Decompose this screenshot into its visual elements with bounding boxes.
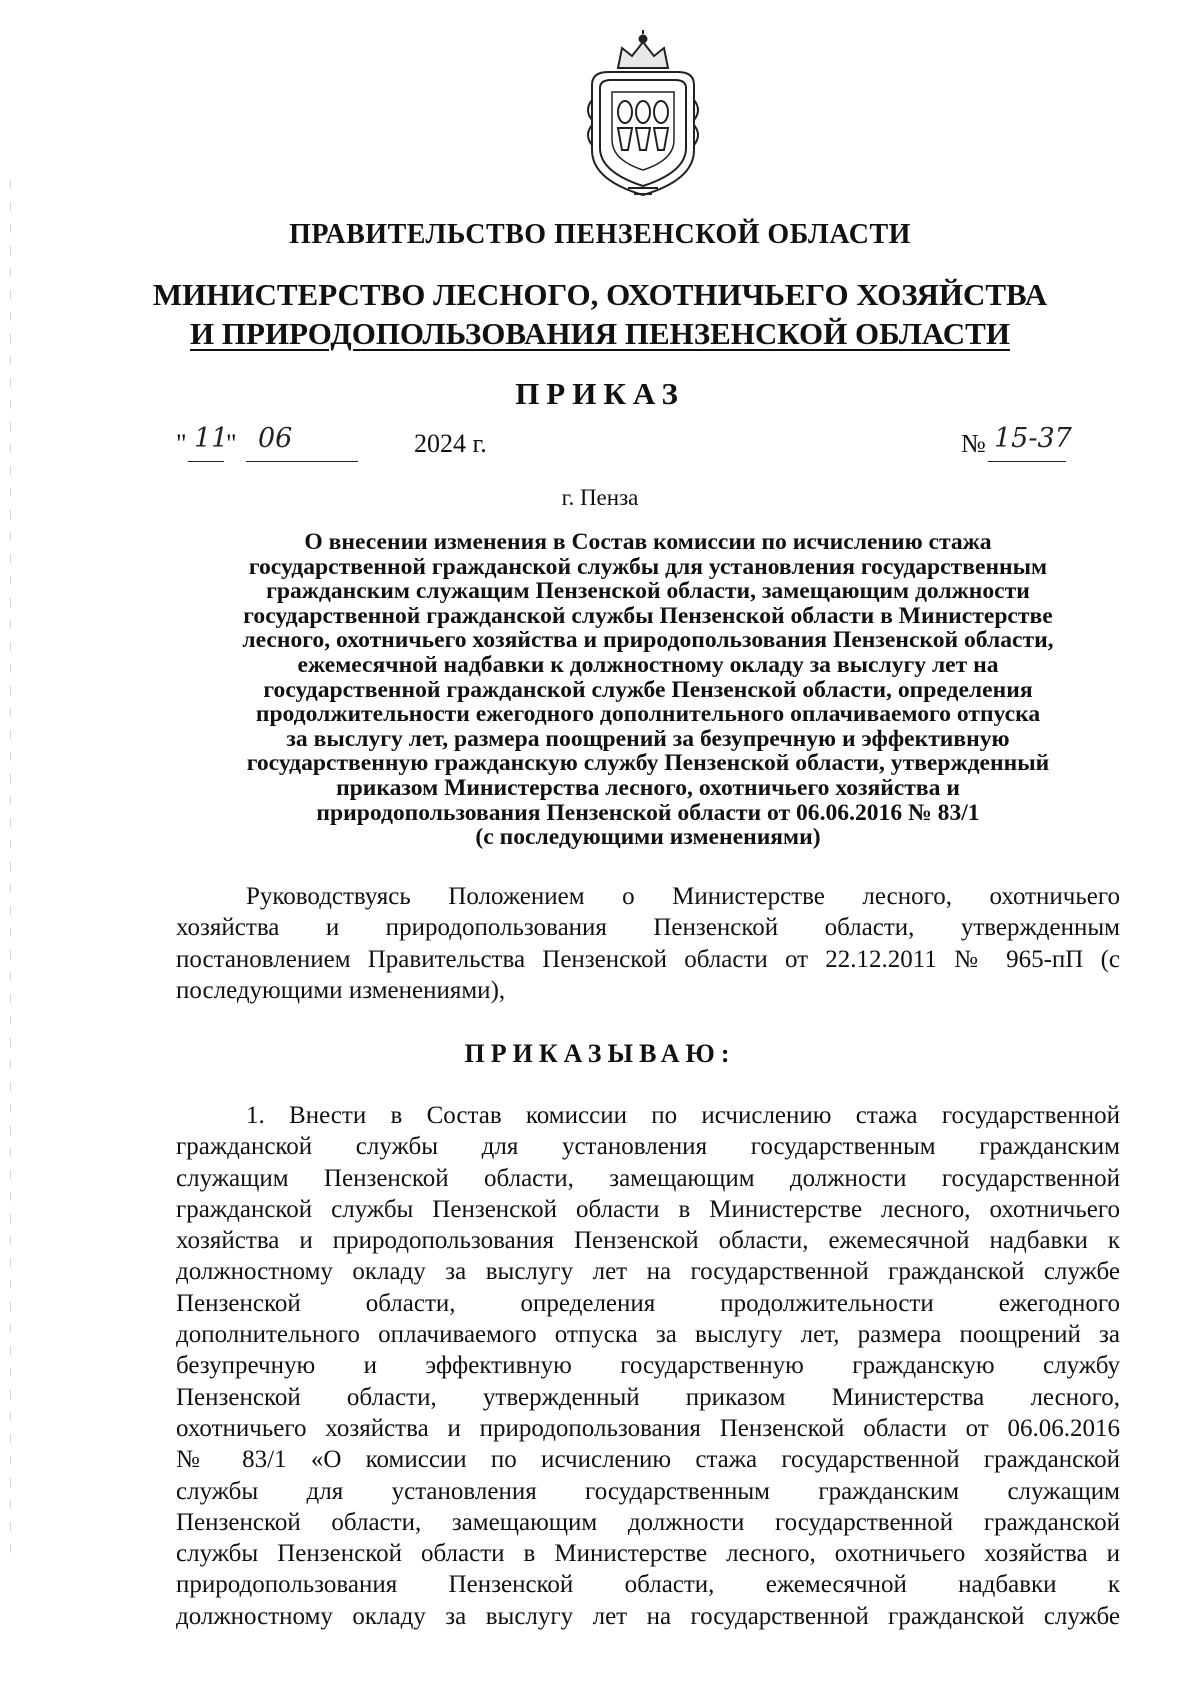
preamble-line: Руководствуясь Положением о Министерстве лесного, охотничьего <box>246 883 1120 910</box>
item-1-line: службы для установления государственным гражданским служащим <box>176 1477 1120 1505</box>
ministry-heading-line2 <box>0 316 1200 352</box>
item-1-line: дополнительного оплачиваемого отпуска за выслугу лет, размера поощрений за <box>176 1321 1120 1349</box>
title-line: приказом Министерства лесного, охотничьего хозяйства и <box>336 774 960 801</box>
item-1-line: № 83/1 «О комиссии по исчислению стажа государственной гражданской <box>176 1446 1120 1474</box>
item-1-line: служащим Пензенской области, замещающим должности государственной <box>176 1164 1120 1192</box>
quote-open: " <box>176 429 187 458</box>
item-1-paragraph <box>176 1100 1120 1632</box>
preamble-line: постановлением Правительства Пензенской области от 22.12.2011 № 965-пП (с <box>176 945 1120 973</box>
item-1-line: Пензенской области, определения продолжительности ежегодного <box>176 1289 1120 1317</box>
item-1-line: службы Пензенской области в Министерстве лесного, охотничьего хозяйства и <box>176 1540 1120 1568</box>
item-1-line: гражданской службы для установления государственным гражданским <box>176 1133 1120 1161</box>
item-1-line: Пензенской области, утвержденный приказом Министерства лесного, <box>176 1383 1120 1411</box>
number-sign: № <box>961 429 986 458</box>
title-line: продолжительности ежегодного дополнительного оплачиваемого отпуска <box>255 701 1041 728</box>
day-underline <box>188 461 224 462</box>
item-1-line: безупречную и эффективную государственную гражданскую службу <box>176 1352 1120 1380</box>
handwritten-day: 11 <box>194 423 229 454</box>
item-1-line: Пензенской области, замещающим должности государственной гражданской <box>176 1508 1120 1536</box>
item-1-line: 1. Внести в Состав комиссии по исчислению стажа государственной <box>246 1102 1120 1129</box>
ministry-heading-line1: МИНИСТЕРСТВО ЛЕСНОГО, ОХОТНИЧЬЕГО ХОЗЯЙСТВА <box>152 277 1048 312</box>
title-line: лесного, охотничьего хозяйства и природопользования Пензенской области, <box>242 627 1054 654</box>
city: г. Пенза <box>561 485 639 510</box>
title-line: государственной гражданской службе Пензенской области, определения <box>263 676 1033 703</box>
item-1-line: гражданской службы Пензенской области в Министерстве лесного, охотничьего <box>176 1195 1120 1223</box>
preamble-line: хозяйства и природопользования Пензенской области, утвержденным <box>176 914 1120 942</box>
title-line: природопользования Пензенской области от 06.06.2016 № 83/1 <box>316 799 980 826</box>
handwritten-number: 15-37 <box>994 423 1072 454</box>
title-line: гражданским служащим Пензенской области, замещающим должности <box>266 578 1030 605</box>
title-line: государственной гражданской службы для установления государственным <box>248 553 1048 580</box>
handwritten-month: 06 <box>258 423 293 454</box>
document-type: ПРИКАЗ <box>515 376 685 411</box>
quote-close: " <box>226 429 237 458</box>
title-line: О внесении изменения в Состав комиссии по исчислению стажа <box>304 529 992 555</box>
order-heading: ПРИКАЗЫВАЮ: <box>464 1039 736 1068</box>
item-1-line: природопользования Пензенской области, ежемесячной надбавки к <box>176 1571 1120 1599</box>
month-underline <box>246 461 358 462</box>
item-1-line: должностному окладу за выслугу лет на государственной гражданской службе <box>176 1602 1120 1630</box>
item-1-line: охотничьего хозяйства и природопользования Пензенской области от 06.06.2016 <box>176 1414 1120 1442</box>
order-title <box>178 530 1118 850</box>
title-line: государственной гражданской службы Пензенской области в Министерстве <box>243 602 1053 629</box>
ministry-heading-line2-text: И ПРИРОДОПОЛЬЗОВАНИЯ ПЕНЗЕНСКОЙ ОБЛАСТИ <box>190 316 1010 351</box>
preamble-line: последующими изменениями), <box>176 976 506 1004</box>
title-line: за выслугу лет, размера поощрений за безупречную и эффективную <box>286 725 1010 752</box>
title-line: (с последующими изменениями) <box>475 824 821 851</box>
government-heading: ПРАВИТЕЛЬСТВО ПЕНЗЕНСКОЙ ОБЛАСТИ <box>289 219 911 250</box>
item-1-line: хозяйства и природопользования Пензенской области, ежемесячной надбавки к <box>176 1227 1120 1255</box>
date-number-line <box>176 423 1118 467</box>
title-line: государственную гражданскую службу Пензенской области, утвержденный <box>246 750 1050 777</box>
title-line: ежемесячной надбавки к должностному окладу за выслугу лет на <box>297 651 999 678</box>
coat-of-arms-emblem <box>578 30 708 200</box>
item-1-line: должностному окладу за выслугу лет на государственной гражданской службе <box>176 1258 1120 1286</box>
preamble-paragraph <box>176 881 1120 1006</box>
number-underline <box>988 461 1066 462</box>
year: 2024 г. <box>414 429 487 458</box>
